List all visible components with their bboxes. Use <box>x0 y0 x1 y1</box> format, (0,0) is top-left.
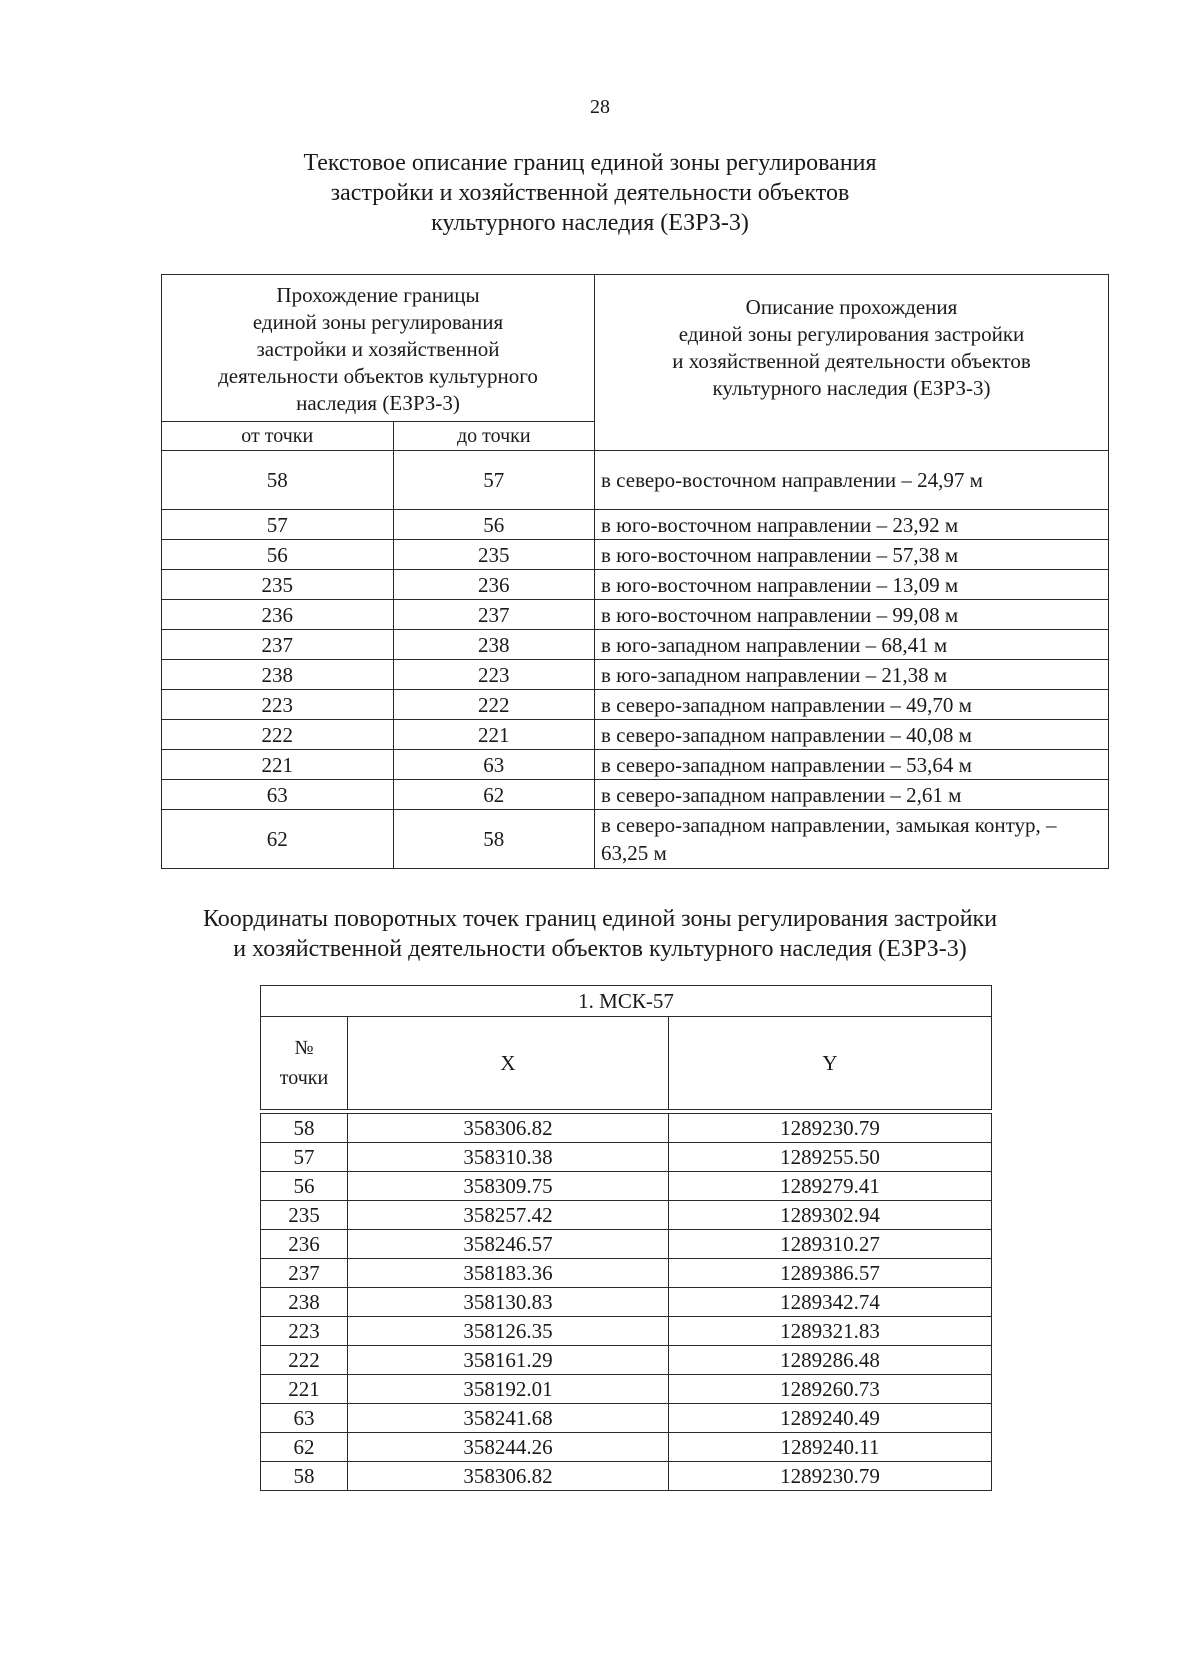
to-point: 56 <box>393 510 594 540</box>
to-point: 221 <box>393 720 594 750</box>
table-row <box>261 1346 992 1375</box>
coordinate-system-row <box>261 986 992 1017</box>
x-coordinate: 358192.01 <box>348 1375 669 1404</box>
to-point: 62 <box>393 780 594 810</box>
from-point: 221 <box>162 750 394 780</box>
title-line: и хозяйственной деятельности объектов культурного наследия (ЕЗРЗ-3) <box>233 936 967 962</box>
segment-description: в северо-западном направлении – 40,08 м <box>595 720 1109 750</box>
to-point: 238 <box>393 630 594 660</box>
y-coordinate: 1289230.79 <box>669 1114 992 1143</box>
header-to-point: до точки <box>393 422 594 451</box>
table-row <box>162 451 1109 510</box>
y-coordinate: 1289342.74 <box>669 1288 992 1317</box>
table-row <box>261 1172 992 1201</box>
to-point: 236 <box>393 570 594 600</box>
segment-description: в северо-западном направлении – 2,61 м <box>595 780 1109 810</box>
to-point: 237 <box>393 600 594 630</box>
header-point-number <box>261 1017 348 1110</box>
x-coordinate: 358130.83 <box>348 1288 669 1317</box>
table-row <box>261 1433 992 1462</box>
header-line: наследия (ЕЗРЗ-3) <box>296 390 460 415</box>
segment-description: в северо-западном направлении – 49,70 м <box>595 690 1109 720</box>
x-coordinate: 358306.82 <box>348 1462 669 1491</box>
header-line: Прохождение границы <box>276 282 480 307</box>
point-number: 235 <box>261 1201 348 1230</box>
table-row <box>261 1114 992 1143</box>
table-row <box>261 1259 992 1288</box>
x-coordinate: 358310.38 <box>348 1143 669 1172</box>
table-row <box>162 510 1109 540</box>
header-line: точки <box>279 1067 329 1089</box>
point-number: 58 <box>261 1462 348 1491</box>
segment-description: в юго-восточном направлении – 99,08 м <box>595 600 1109 630</box>
header-from-point: от точки <box>162 422 394 451</box>
point-number: 237 <box>261 1259 348 1288</box>
from-point: 238 <box>162 660 394 690</box>
y-coordinate: 1289255.50 <box>669 1143 992 1172</box>
coordinate-system-label: 1. МСК-57 <box>261 986 992 1017</box>
from-point: 222 <box>162 720 394 750</box>
table-row <box>162 720 1109 750</box>
table-row <box>261 1201 992 1230</box>
from-point: 58 <box>162 451 394 510</box>
segment-description: в северо-западном направлении – 53,64 м <box>595 750 1109 780</box>
from-point: 63 <box>162 780 394 810</box>
from-point: 57 <box>162 510 394 540</box>
title-line: культурного наследия (ЕЗРЗ-3) <box>431 210 749 236</box>
to-point: 63 <box>393 750 594 780</box>
header-line: застройки и хозяйственной <box>256 336 500 361</box>
header-x: X <box>348 1017 669 1110</box>
table-header-row <box>162 275 1109 422</box>
segment-description: в северо-западном направлении, замыкая контур, – 63,25 м <box>595 810 1109 869</box>
header-line: и хозяйственной деятельности объектов <box>672 348 1031 373</box>
y-coordinate: 1289321.83 <box>669 1317 992 1346</box>
x-coordinate: 358306.82 <box>348 1114 669 1143</box>
to-point: 223 <box>393 660 594 690</box>
y-coordinate: 1289310.27 <box>669 1230 992 1259</box>
point-number: 238 <box>261 1288 348 1317</box>
header-line: № <box>294 1037 314 1059</box>
from-point: 223 <box>162 690 394 720</box>
header-line: деятельности объектов культурного <box>218 363 538 388</box>
from-point: 56 <box>162 540 394 570</box>
to-point: 235 <box>393 540 594 570</box>
table-row <box>261 1404 992 1433</box>
table-row <box>162 540 1109 570</box>
x-coordinate: 358241.68 <box>348 1404 669 1433</box>
point-number: 63 <box>261 1404 348 1433</box>
y-coordinate: 1289386.57 <box>669 1259 992 1288</box>
point-number: 236 <box>261 1230 348 1259</box>
coordinates-table <box>260 985 992 1491</box>
table-row <box>261 1317 992 1346</box>
header-y: Y <box>669 1017 992 1110</box>
table-header-row <box>261 1017 992 1110</box>
y-coordinate: 1289279.41 <box>669 1172 992 1201</box>
table-row <box>261 1288 992 1317</box>
segment-description: в юго-восточном направлении – 57,38 м <box>595 540 1109 570</box>
header-boundary-passage <box>162 275 595 422</box>
segment-description: в юго-западном направлении – 21,38 м <box>595 660 1109 690</box>
table-row <box>162 810 1109 869</box>
table-row <box>162 750 1109 780</box>
table-row <box>162 660 1109 690</box>
table-row <box>261 1143 992 1172</box>
point-number: 56 <box>261 1172 348 1201</box>
title-line: застройки и хозяйственной деятельности объектов <box>330 180 850 206</box>
y-coordinate: 1289260.73 <box>669 1375 992 1404</box>
header-line: единой зоны регулирования <box>252 309 504 334</box>
table-row <box>261 1462 992 1491</box>
to-point: 58 <box>393 810 594 869</box>
table-row <box>162 630 1109 660</box>
to-point: 222 <box>393 690 594 720</box>
table-row <box>162 780 1109 810</box>
segment-description: в юго-западном направлении – 68,41 м <box>595 630 1109 660</box>
header-line: Описание прохождения <box>745 294 958 319</box>
x-coordinate: 358309.75 <box>348 1172 669 1201</box>
point-number: 222 <box>261 1346 348 1375</box>
header-line: культурного наследия (ЕЗРЗ-3) <box>712 375 991 400</box>
point-number: 62 <box>261 1433 348 1462</box>
from-point: 236 <box>162 600 394 630</box>
table-row <box>162 570 1109 600</box>
segment-description: в северо-восточном направлении – 24,97 м <box>595 451 1109 510</box>
x-coordinate: 358244.26 <box>348 1433 669 1462</box>
point-number: 221 <box>261 1375 348 1404</box>
from-point: 62 <box>162 810 394 869</box>
point-number: 58 <box>261 1114 348 1143</box>
page-number: 28 <box>590 96 610 118</box>
point-number: 57 <box>261 1143 348 1172</box>
header-line: единой зоны регулирования застройки <box>678 321 1025 346</box>
x-coordinate: 358257.42 <box>348 1201 669 1230</box>
segment-description: в юго-восточном направлении – 13,09 м <box>595 570 1109 600</box>
x-coordinate: 358246.57 <box>348 1230 669 1259</box>
table-row <box>261 1375 992 1404</box>
to-point: 57 <box>393 451 594 510</box>
title-line: Текстовое описание границ единой зоны регулирования <box>303 150 877 176</box>
segment-description: в юго-восточном направлении – 23,92 м <box>595 510 1109 540</box>
point-number: 223 <box>261 1317 348 1346</box>
table-row <box>162 600 1109 630</box>
y-coordinate: 1289240.11 <box>669 1433 992 1462</box>
y-coordinate: 1289240.49 <box>669 1404 992 1433</box>
table-row <box>162 690 1109 720</box>
y-coordinate: 1289302.94 <box>669 1201 992 1230</box>
title-line: Координаты поворотных точек границ единой зоны регулирования застройки <box>202 906 998 932</box>
table-row <box>261 1230 992 1259</box>
y-coordinate: 1289286.48 <box>669 1346 992 1375</box>
header-description <box>595 275 1109 451</box>
x-coordinate: 358183.36 <box>348 1259 669 1288</box>
from-point: 235 <box>162 570 394 600</box>
y-coordinate: 1289230.79 <box>669 1462 992 1491</box>
x-coordinate: 358126.35 <box>348 1317 669 1346</box>
section-title-coordinates <box>0 904 1200 964</box>
from-point: 237 <box>162 630 394 660</box>
x-coordinate: 358161.29 <box>348 1346 669 1375</box>
section-title-boundary-description <box>0 148 1180 238</box>
boundary-description-table <box>161 274 1109 869</box>
